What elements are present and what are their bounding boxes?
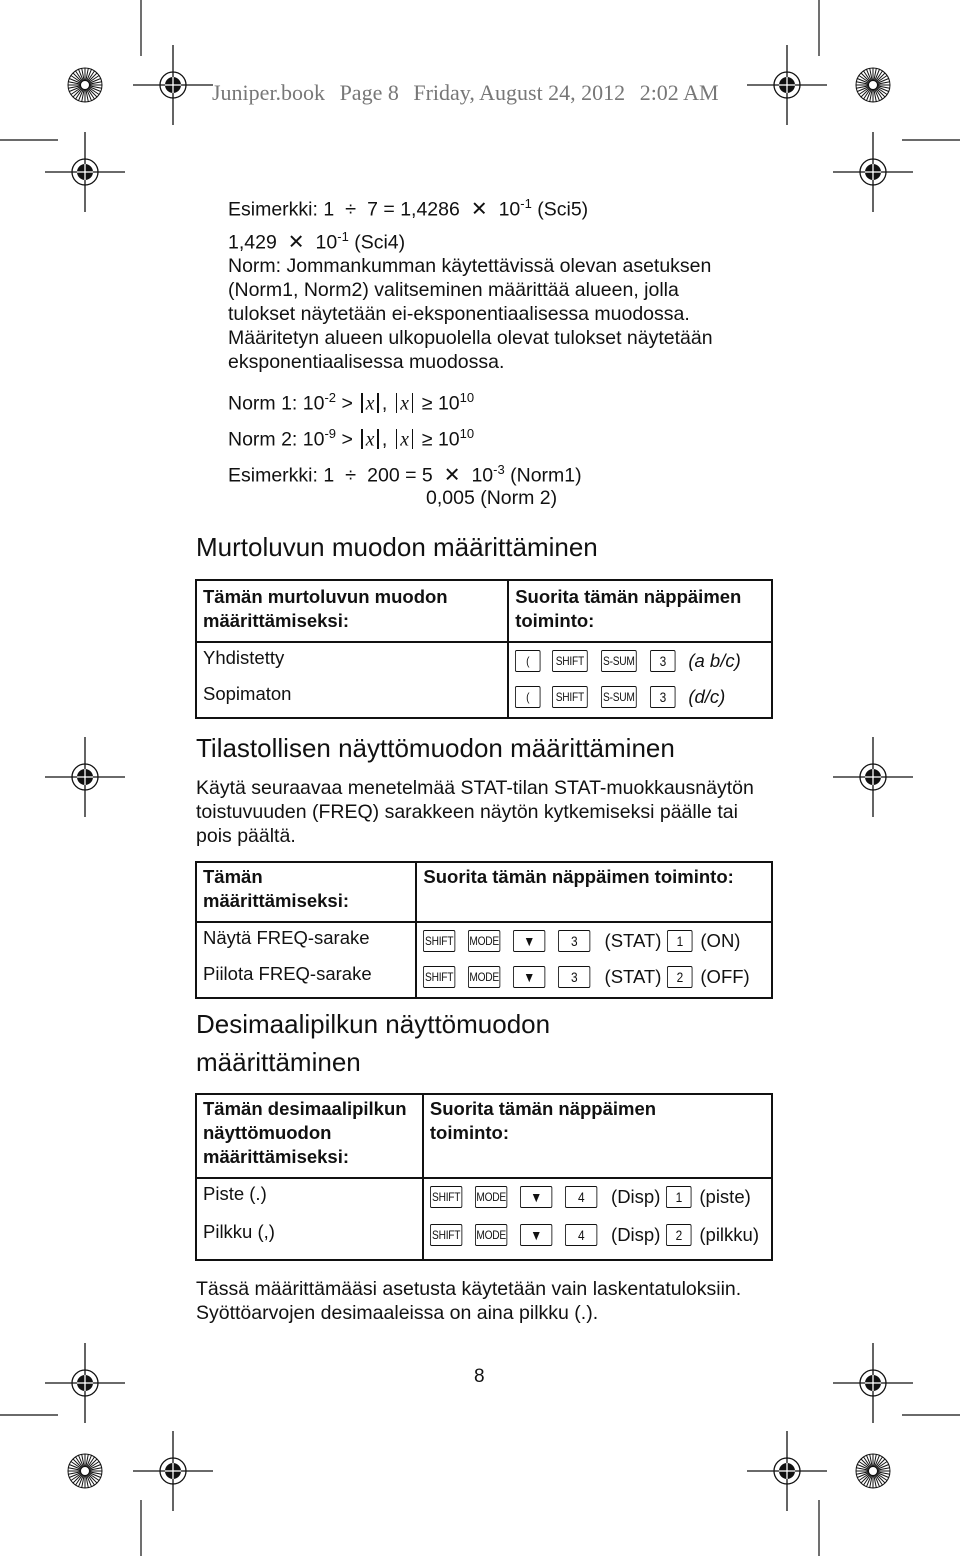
sci-example-line: Esimerkki: 1 ÷ 7 = 1,4286 ✕ $10^{-1}$ (Sci5) (228, 196, 589, 221)
key-shift: SHIFT (430, 1224, 462, 1246)
table-header-row: Tämän murtoluvun muodon määrittämiseksi: Suorita tämän näppäimen toiminto: (196, 580, 772, 642)
key-4: 4 (565, 1224, 597, 1246)
key-mode: MODE (475, 1224, 507, 1246)
key-shift: SHIFT (423, 930, 455, 952)
crosshair-middle-left (45, 737, 125, 817)
norm2-line: Norm 2: $10^{-9} > x$ , $x \ge 10^{10}$ (228, 426, 475, 451)
table-row: Sopimaton ( SHIFT S-SUM 3 (d/c) (196, 679, 772, 718)
key-1: 1 (666, 1186, 692, 1208)
key-shift: SHIFT (552, 650, 588, 672)
key-mode: MODE (468, 966, 500, 988)
down-arrow-icon: ▼ (513, 930, 545, 952)
stat-format-table (195, 861, 773, 999)
decimal-format-table (195, 1093, 773, 1261)
page-number: 8 (474, 1366, 485, 1387)
table-header-row: Tämän määrittämiseksi: Suorita tämän näppäimen toiminto: (196, 862, 772, 922)
key-2: 2 (666, 1224, 692, 1246)
starburst-top-right (856, 68, 890, 102)
decimal-note: Tässä määrittämääsi asetusta käytetään vain laskentatuloksiin. Syöttöarvojen desimaaleissa on aina pilkku (.). (196, 1278, 742, 1324)
table-row: Piste (.) SHIFT MODE ▼ 4 (Disp) 1 (piste) (196, 1178, 772, 1217)
key-4: 4 (565, 1186, 597, 1208)
multiply-icon: ✕ (282, 231, 311, 254)
page-header (212, 80, 728, 106)
key-3: 3 (650, 686, 676, 708)
section-title-fraction: Murtoluvun muodon määrittäminen (196, 532, 598, 562)
norm-example-line: Esimerkki: 1 ÷ 200 = 5 ✕ $10^{-3}$ (Norm1) (228, 462, 582, 487)
fraction-format-table (195, 579, 773, 719)
multiply-icon: ✕ (438, 464, 467, 487)
multiply-icon: ✕ (465, 198, 494, 221)
crosshair-upper-right (833, 132, 913, 212)
key-3: 3 (558, 930, 590, 952)
header-book: Juniper.book (212, 80, 326, 105)
header-time: 2:02 AM (639, 80, 719, 105)
key-shift: SHIFT (430, 1186, 462, 1208)
key-1: 1 (667, 930, 693, 952)
key-s-sum: S-SUM (601, 650, 637, 672)
table-row: Pilkku (,) SHIFT MODE ▼ 4 (Disp) 2 (pilkku) (196, 1217, 772, 1260)
section-title-stat: Tilastollisen näyttömuodon määrittäminen (196, 733, 675, 763)
sci4-line: 1,429 ✕ $10^{-1}$ (Sci4) (228, 229, 406, 254)
header-page: Page 8 (339, 80, 399, 105)
crosshair-middle-right (833, 737, 913, 817)
starburst-bottom-right (856, 1454, 890, 1488)
key-shift: SHIFT (552, 686, 588, 708)
stat-paragraph: Käytä seuraavaa menetelmää STAT-tilan STAT-muokkausnäytön toistuvuuden (FREQ) sarakkeen näytön kytkemiseksi päälle tai pois päältä. (196, 777, 754, 847)
crosshair-top-left (133, 45, 213, 125)
crosshair-upper-left (45, 132, 125, 212)
key-paren: ( (515, 686, 541, 708)
key-3: 3 (650, 650, 676, 672)
key-paren: ( (515, 650, 541, 672)
section-title-decimal: Desimaalipilkun näyttömuodon määrittäminen (196, 1009, 551, 1077)
crosshair-lower-left (45, 1343, 125, 1423)
norm1-line: Norm 1: $10^{-2} > x$ , $x \ge 10^{10}$ (228, 390, 475, 415)
table-header-row: Tämän desimaalipilkun näyttömuodon määrittämiseksi: Suorita tämän näppäimen toiminto: (196, 1094, 772, 1178)
down-arrow-icon: ▼ (520, 1224, 552, 1246)
crosshair-bottom-right (747, 1431, 827, 1511)
key-s-sum: S-SUM (601, 686, 637, 708)
norm-paragraph: Norm: Jommankumman käytettävissä olevan asetuksen (Norm1, Norm2) valitseminen määrittää alueen, jolla tulokset näytetään ei-eksponentiaalisessa muodossa. Määritetyn alueen ulkopuolella olevat tulokset näytetään eksponentiaalisessa muodossa. (228, 255, 713, 373)
norm2-result: 0,005 (Norm 2) (426, 487, 558, 509)
key-3: 3 (558, 966, 590, 988)
starburst-top-left (68, 68, 102, 102)
table-row: Yhdistetty ( SHIFT S-SUM 3 (a b/c) (196, 642, 772, 679)
crosshair-lower-right (833, 1343, 913, 1423)
divide-icon: ÷ (339, 464, 362, 487)
crosshair-top-right (747, 45, 827, 125)
crosshair-bottom-left (133, 1431, 213, 1511)
key-shift: SHIFT (423, 966, 455, 988)
starburst-bottom-left (68, 1454, 102, 1488)
header-date: Friday, August 24, 2012 (413, 80, 626, 105)
key-mode: MODE (475, 1186, 507, 1208)
table-row: Näytä FREQ-sarake SHIFT MODE ▼ 3 (STAT) 1 (ON) (196, 922, 772, 959)
table-row: Piilota FREQ-sarake SHIFT MODE ▼ 3 (STAT) 2 (OFF) (196, 959, 772, 998)
divide-icon: ÷ (339, 198, 362, 221)
down-arrow-icon: ▼ (513, 966, 545, 988)
key-2: 2 (667, 966, 693, 988)
key-mode: MODE (468, 930, 500, 952)
down-arrow-icon: ▼ (520, 1186, 552, 1208)
